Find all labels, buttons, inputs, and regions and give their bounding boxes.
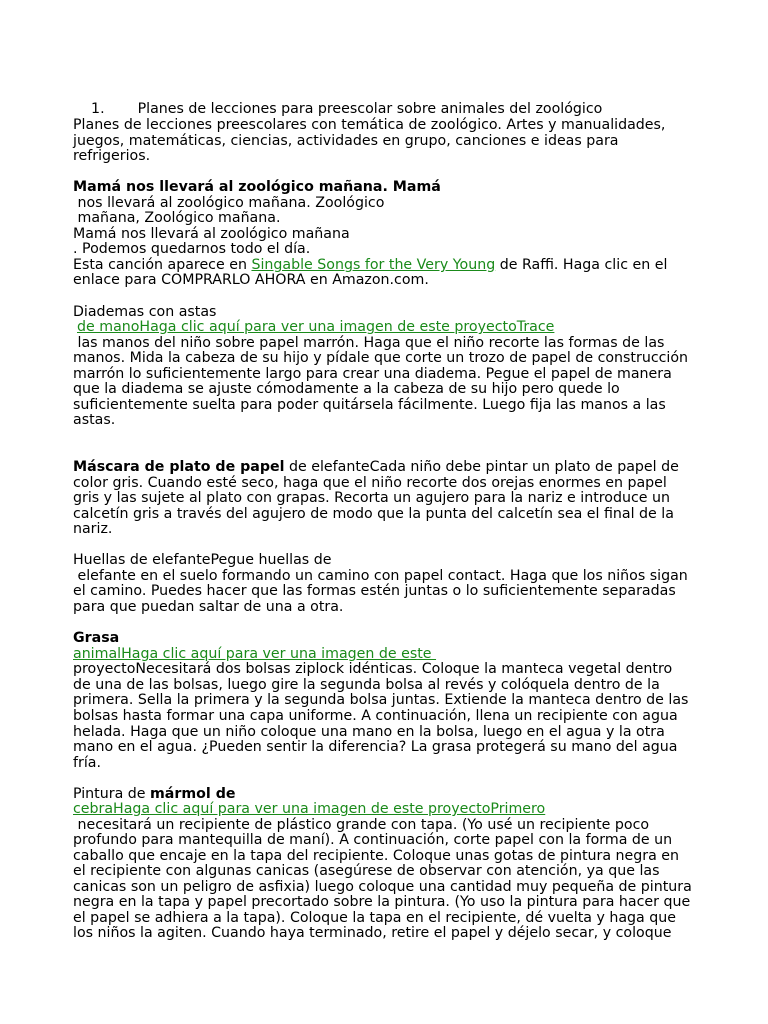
footprints-line: elefante en el suelo formando un camino con papel contact. Haga que los niños sigan [73, 568, 688, 584]
song-line: . Podemos quedarnos todo el día. [73, 241, 311, 257]
marble-line: negra en la tapa y papel precortado sobre la pintura. (Yo uso la pintura para hacer que [73, 894, 691, 910]
marble-line: necesitará un recipiente de plástico grande con tapa. (Yo usé un recipiente poco [73, 817, 650, 833]
antlers-line: marrón lo suficientemente largo para crear una diadema. Pegue el papel de manera [73, 366, 672, 382]
marble-line: canicas son un peligro de asfixia) luego coloque una cantidad muy pequeña de pintura [73, 879, 692, 895]
grease-line: proyectoNecesitará dos bolsas ziplock idénticas. Coloque la manteca vegetal dentro [73, 661, 673, 677]
grease-line: helada. Haga que un niño coloque una mano en la bolsa, luego en el agua y la otra [73, 724, 665, 740]
antlers-line: astas. [73, 412, 116, 428]
mask-first-line: Máscara de plato de papel de elefanteCada niño debe pintar un plato de papel de [73, 459, 679, 475]
marble-line: profundo para mantequilla de maní). A continuación, corte papel con la forma de un [73, 832, 673, 848]
mask-line: calcetín gris a través del agujero de modo que la punta del calcetín sea el final de la [73, 506, 674, 522]
song-line: mañana, Zoológico mañana. [73, 210, 281, 226]
song-title: Mamá nos llevará al zoológico mañana. Mamá [73, 179, 441, 195]
grease-image-link[interactable]: animalHaga clic aquí para ver una imagen de este [73, 646, 437, 662]
footprints-line: para que puedan saltar de una a otra. [73, 599, 344, 615]
marble-line: caballo que encaje en la tapa del recipiente. Coloque unas gotas de pintura negra en [73, 848, 680, 864]
intro-line: Planes de lecciones preescolares con temática de zoológico. Artes y manualidades, [73, 117, 666, 133]
intro-line: juegos, matemáticas, ciencias, actividades en grupo, canciones e ideas para [73, 133, 619, 149]
song-credit-line: enlace para COMPRARLO AHORA en Amazon.com. [73, 272, 429, 288]
grease-title: Grasa [73, 630, 120, 646]
grease-line: primera. Sella la primera y la segunda bolsa juntas. Extiende la manteca dentro de las [73, 692, 689, 708]
marble-image-link[interactable]: cebraHaga clic aquí para ver una imagen de este proyectoPrimero [73, 801, 546, 817]
song-line: nos llevará al zoológico mañana. Zoológico [73, 195, 385, 211]
song-credit: Esta canción aparece en Singable Songs for the Very Young de Raffi. Haga clic en el [73, 257, 668, 273]
footprints-line: el camino. Puedes hacer que las formas estén juntas o lo suficientemente separadas [73, 583, 676, 599]
antlers-line: suficientemente suelta para poder quitársela fácilmente. Luego fija las manos a las [73, 397, 666, 413]
marble-line: el recipiente con algunas canicas (asegúrese de observar con atención, ya que las [73, 863, 660, 879]
antlers-line: que la diadema se ajuste cómodamente a la cabeza de su hijo pero quede lo [73, 381, 620, 397]
antlers-image-link[interactable]: de manoHaga clic aquí para ver una imagen de este proyectoTrace [77, 319, 555, 335]
mask-line: color gris. Cuando esté seco, haga que el niño recorte dos orejas enormes en papel [73, 475, 667, 491]
grease-line: de una de las bolsas, luego gire la segunda bolsa al revés y colóquela dentro de la [73, 677, 660, 693]
marble-line: los niños la agiten. Cuando haya terminado, retire el papel y déjelo secar, y coloque [73, 925, 672, 941]
footprints-title: Huellas de elefantePegue huellas de [73, 552, 332, 568]
antlers-title: Diademas con astas [73, 304, 217, 320]
mask-line: gris y las sujete al plato con grapas. Recorta un agujero para la nariz e introduce un [73, 490, 670, 506]
heading-title: Planes de lecciones para preescolar sobre animales del zoológico [137, 100, 603, 117]
song-line: Mamá nos llevará al zoológico mañana [73, 226, 350, 242]
mask-line: nariz. [73, 521, 113, 537]
antlers-line: las manos del niño sobre papel marrón. Haga que el niño recorte las formas de las [73, 335, 665, 351]
heading-number: 1. [91, 100, 105, 117]
intro-line: refrigerios. [73, 148, 151, 164]
marble-line: el papel se adhiera a la tapa). Coloque la tapa en el recipiente, dé vuelta y haga que [73, 910, 676, 926]
grease-line: bolsas hasta formar una capa uniforme. A continuación, llena un recipiente con agua [73, 708, 678, 724]
antlers-line: manos. Mida la cabeza de su hijo y pídale que corte un trozo de papel de construcción [73, 350, 689, 366]
mask-title: Máscara de plato de papel [73, 459, 285, 475]
marble-title: Pintura de mármol de [73, 786, 236, 802]
singable-songs-link[interactable]: Singable Songs for the Very Young [251, 257, 496, 273]
grease-line: mano en el agua. ¿Pueden sentir la diferencia? La grasa protegerá su mano del agua [73, 739, 678, 755]
grease-line: fría. [73, 755, 101, 771]
